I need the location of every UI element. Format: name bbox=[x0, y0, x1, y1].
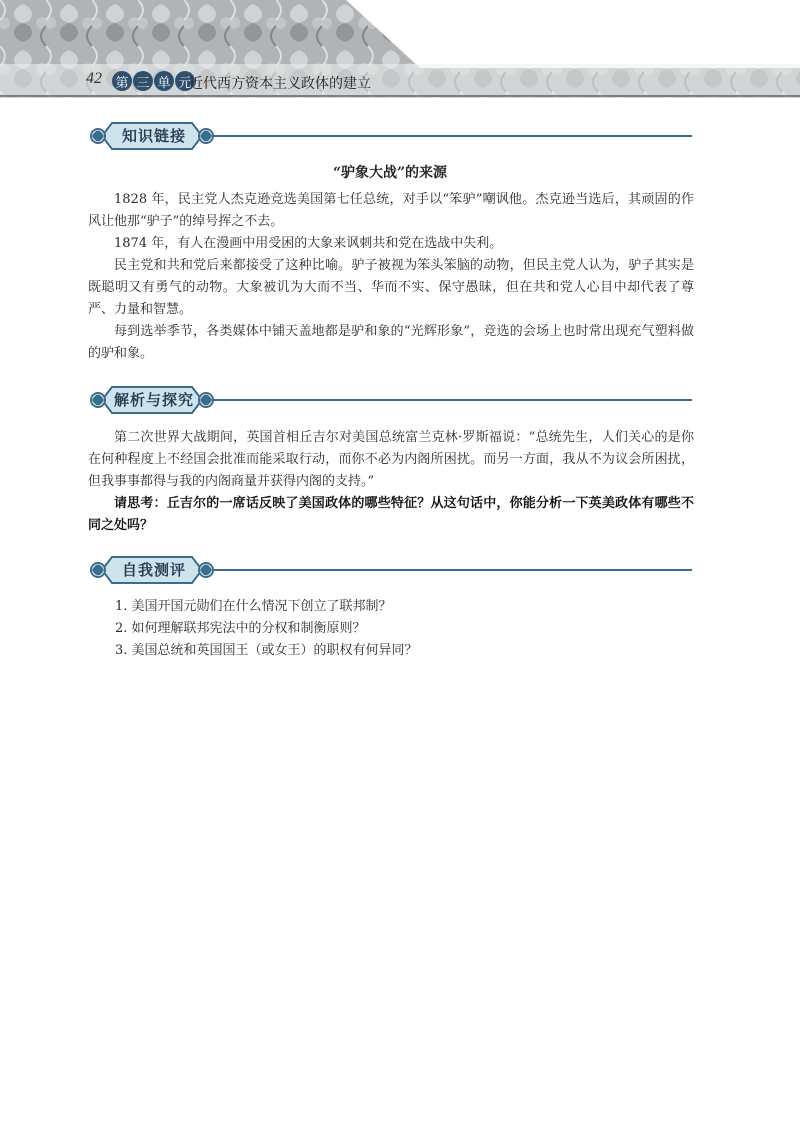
unit-badge bbox=[112, 70, 196, 92]
list-item: 2. 如何理解联邦宪法中的分权和制衡原则？ bbox=[115, 621, 366, 636]
knowledge-paragraph: 民主党和共和党后来都接受了这种比喻。驴子被视为笨头笨脑的动物，但民主党人认为，驴子其实是既聪明又有勇气的动物。大象被讥为大而不当、华而不实、保守愚昧，但在共和党人心目中却代表了尊严、力量和智慧。 bbox=[88, 258, 694, 317]
unit-char: 元 bbox=[175, 71, 195, 91]
analysis-question: 请思考：丘吉尔的一席话反映了美国政体的哪些特征？从这句话中，你能分析一下英美政体有哪些不同之处吗？ bbox=[88, 496, 694, 533]
knowledge-paragraph: 1828 年，民主党人杰克逊竞选美国第七任总统，对手以“笨驴”嘲讽他。杰克逊当选后，其顽固的作风让他那“驴子”的绰号挥之不去。 bbox=[88, 192, 694, 229]
section-banner-analysis bbox=[88, 383, 692, 417]
unit-char: 单 bbox=[154, 71, 174, 91]
knowledge-box-title: “驴象大战”的来源 bbox=[332, 165, 448, 181]
banner-rule bbox=[188, 399, 692, 401]
knowledge-paragraph: 每到选举季节，各类媒体中铺天盖地都是驴和象的“光辉形象”，竞选的会场上也时常出现充气塑料做的驴和象。 bbox=[88, 324, 694, 361]
knowledge-paragraph: 1874 年，有人在漫画中用受困的大象来讽刺共和党在选战中失利。 bbox=[114, 236, 503, 251]
list-item: 1. 美国开国元勋们在什么情况下创立了联邦制？ bbox=[115, 599, 392, 614]
self-test-list bbox=[115, 596, 418, 662]
section-label: 自我测评 bbox=[121, 561, 186, 579]
page-number: 42 bbox=[86, 70, 102, 87]
analysis-quote: 第二次世界大战期间，英国首相丘吉尔对美国总统富兰克林·罗斯福说：“总统先生，人们关心的是你在何种程度上不经国会批准而能采取行动，而你不必为内阁所困扰。而另一方面，我从不为议会所困扰，但我事事都得与我的内阁商量并获得内阁的支持。” bbox=[88, 430, 694, 489]
section-label: 解析与探究 bbox=[114, 391, 195, 409]
unit-title: 近代西方资本主义政体的建立 bbox=[189, 76, 371, 92]
section-banner-knowledge bbox=[88, 119, 692, 153]
unit-char: 第 bbox=[112, 71, 132, 91]
section-banner-self-test bbox=[88, 553, 692, 587]
list-item: 3. 美国总统和英国国王（或女王）的职权有何异同？ bbox=[115, 643, 418, 658]
section-label: 知识链接 bbox=[121, 127, 186, 145]
banner-rule bbox=[188, 569, 692, 571]
banner-rule bbox=[188, 135, 692, 137]
unit-char: 三 bbox=[133, 71, 153, 91]
page-header bbox=[0, 0, 800, 98]
